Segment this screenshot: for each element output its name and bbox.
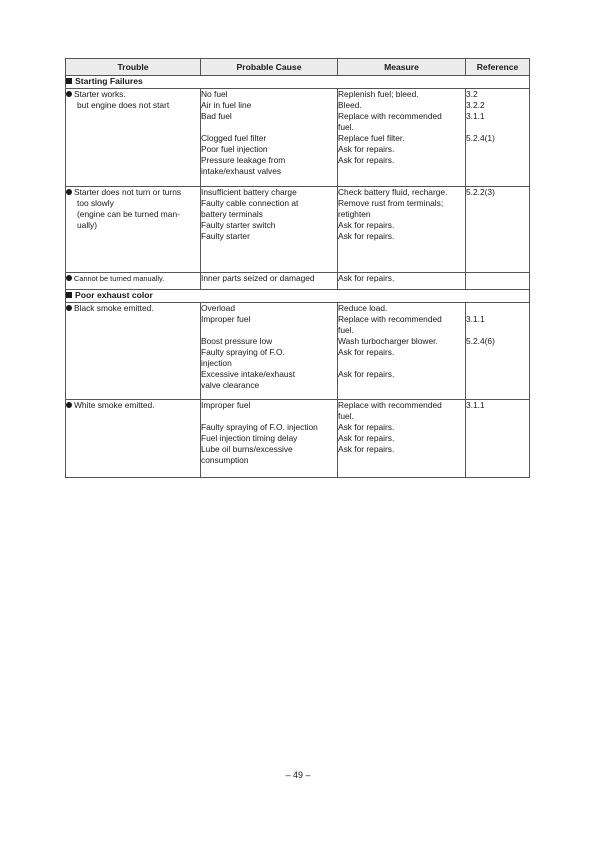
reference-line: 5.2.2(3) — [466, 187, 495, 197]
round-bullet-icon — [66, 189, 72, 195]
measure-line: Ask for repairs. — [338, 273, 395, 283]
cause-line: Inner parts seized or damaged — [201, 273, 315, 283]
measure-line: Bleed. — [338, 100, 362, 110]
table-row — [66, 89, 530, 187]
measure-line: Ask for repairs. — [338, 444, 395, 454]
measure-line: Replace fuel filter. — [338, 133, 405, 143]
trouble-line — [66, 198, 200, 209]
trouble-line — [66, 100, 200, 111]
measure-line: Wash turbocharger blower. — [338, 336, 438, 346]
header-probable-cause: Probable Cause — [201, 59, 338, 76]
cause-line: Faulty starter — [201, 231, 250, 241]
measure-line: retighten — [338, 209, 371, 219]
trouble-cell — [66, 303, 201, 400]
trouble-text — [66, 187, 200, 231]
cause-line: Improper fuel — [201, 400, 251, 410]
cause-line: Faulty spraying of F.O. — [201, 347, 285, 357]
table-row — [66, 187, 530, 273]
cause-line: No fuel — [201, 89, 228, 99]
reference-line: 3.2.2 — [466, 100, 485, 110]
table-row — [66, 273, 530, 290]
measure-line: Reduce load. — [338, 303, 388, 313]
trouble-line — [66, 220, 200, 231]
reference-line: 3.1.1 — [466, 400, 485, 410]
measure-line: fuel. — [338, 325, 354, 335]
trouble-line-text: too slowly — [77, 198, 114, 208]
measure-line: Ask for repairs. — [338, 231, 395, 241]
section-cell — [66, 76, 530, 89]
reference-line: 3.2 — [466, 89, 478, 99]
square-bullet-icon — [66, 292, 72, 298]
cause-line: Boost pressure low — [201, 336, 273, 346]
trouble-line-text: White smoke emitted. — [74, 400, 155, 410]
cause-line: Faulty spraying of F.O. injection — [201, 422, 318, 432]
cause-cell — [201, 303, 338, 400]
trouble-text — [66, 303, 200, 314]
cause-line — [201, 122, 337, 133]
reference-cell — [466, 303, 530, 400]
cause-line: Fuel injection timing delay — [201, 433, 298, 443]
header-row — [66, 59, 530, 76]
reference-line: 3.1.1 — [466, 314, 485, 324]
trouble-line-text: but engine does not start — [77, 100, 170, 110]
measure-cell — [338, 187, 466, 273]
reference-cell — [466, 400, 530, 478]
cause-line: Clogged fuel filter — [201, 133, 267, 143]
measure-line: fuel. — [338, 122, 354, 132]
trouble-line-text: Black smoke emitted. — [74, 303, 154, 313]
cause-line — [201, 411, 337, 422]
trouble-line — [66, 303, 200, 314]
cause-cell — [201, 273, 338, 290]
measure-cell — [338, 89, 466, 187]
round-bullet-icon — [66, 275, 72, 281]
table-row — [66, 303, 530, 400]
measure-line: Ask for repairs. — [338, 433, 395, 443]
trouble-text — [66, 400, 200, 411]
reference-line — [466, 122, 529, 133]
section-title-exhaust: Poor exhaust color — [75, 290, 153, 300]
reference-line — [466, 303, 529, 314]
trouble-text — [66, 89, 200, 111]
page-number: – 49 – — [285, 770, 311, 780]
measure-line: Replace with recommended — [338, 314, 442, 324]
cause-line: Improper fuel — [201, 314, 251, 324]
cause-line: Excessive intake/exhaust — [201, 369, 296, 379]
measure-line: Ask for repairs. — [338, 155, 395, 165]
measure-line: Replace with recommended — [338, 111, 442, 121]
measure-line: Ask for repairs. — [338, 422, 395, 432]
measure-line: Remove rust from terminals; — [338, 198, 444, 208]
measure-line: Replace with recommended — [338, 400, 442, 410]
reference-cell — [466, 273, 530, 290]
measure-line: Check battery fluid, recharge. — [338, 187, 448, 197]
trouble-line — [66, 273, 200, 284]
section-row-exhaust — [66, 290, 530, 303]
reference-line: 5.2.4(1) — [466, 133, 495, 143]
measure-line: Replenish fuel; bleed. — [338, 89, 419, 99]
reference-cell — [466, 187, 530, 273]
measure-line: Ask for repairs. — [338, 347, 395, 357]
cause-line: Faulty starter switch — [201, 220, 276, 230]
trouble-line — [66, 187, 200, 198]
reference-line — [466, 325, 529, 336]
table-row — [66, 400, 530, 478]
trouble-line — [66, 400, 200, 411]
header-measure: Measure — [338, 59, 466, 76]
cause-cell — [201, 187, 338, 273]
measure-cell — [338, 303, 466, 400]
reference-line — [466, 273, 529, 284]
round-bullet-icon — [66, 305, 72, 311]
section-cell — [66, 290, 530, 303]
cause-line: Overload — [201, 303, 235, 313]
cause-line: battery terminals — [201, 209, 263, 219]
measure-line: Ask for repairs. — [338, 144, 395, 154]
cause-cell — [201, 89, 338, 187]
cause-line: Bad fuel — [201, 111, 232, 121]
troubleshooting-table — [65, 58, 530, 478]
cause-line: Insufficient battery charge — [201, 187, 297, 197]
section-row-starting — [66, 76, 530, 89]
cause-cell — [201, 400, 338, 478]
reference-line: 5.2.4(6) — [466, 336, 495, 346]
cause-line: Faulty cable connection at — [201, 198, 299, 208]
cause-line: valve clearance — [201, 380, 260, 390]
cause-line: intake/exhaust valves — [201, 166, 282, 176]
cause-line: Lube oil burns/excessive — [201, 444, 293, 454]
round-bullet-icon — [66, 402, 72, 408]
measure-line: Ask for repairs. — [338, 369, 395, 379]
measure-line — [338, 358, 465, 369]
round-bullet-icon — [66, 91, 72, 97]
trouble-cell — [66, 187, 201, 273]
header-reference: Reference — [466, 59, 530, 76]
measure-line: fuel. — [338, 411, 354, 421]
trouble-line-text: (engine can be turned man- — [77, 209, 180, 219]
header-trouble: Trouble — [66, 59, 201, 76]
section-title-starting: Starting Failures — [75, 76, 143, 86]
cause-line: Air in fuel line — [201, 100, 252, 110]
cause-line: Pressure leakage from — [201, 155, 286, 165]
reference-cell — [466, 89, 530, 187]
trouble-line-text: Starter works. — [74, 89, 126, 99]
measure-line: Ask for repairs. — [338, 220, 395, 230]
cause-line — [201, 325, 337, 336]
trouble-line-text: Starter does not turn or turns — [74, 187, 182, 197]
cause-line: injection — [201, 358, 232, 368]
cause-line: Poor fuel injection — [201, 144, 268, 154]
trouble-cell — [66, 89, 201, 187]
reference-line: 3.1.1 — [466, 111, 485, 121]
trouble-line — [66, 209, 200, 220]
trouble-line-text: ually) — [77, 220, 98, 230]
measure-cell — [338, 273, 466, 290]
trouble-line-text: Cannot be turned manually. — [74, 274, 165, 283]
trouble-cell — [66, 273, 201, 290]
trouble-line — [66, 89, 200, 100]
cause-line: consumption — [201, 455, 249, 465]
trouble-text — [66, 273, 200, 284]
square-bullet-icon — [66, 78, 72, 84]
measure-cell — [338, 400, 466, 478]
trouble-cell — [66, 400, 201, 478]
